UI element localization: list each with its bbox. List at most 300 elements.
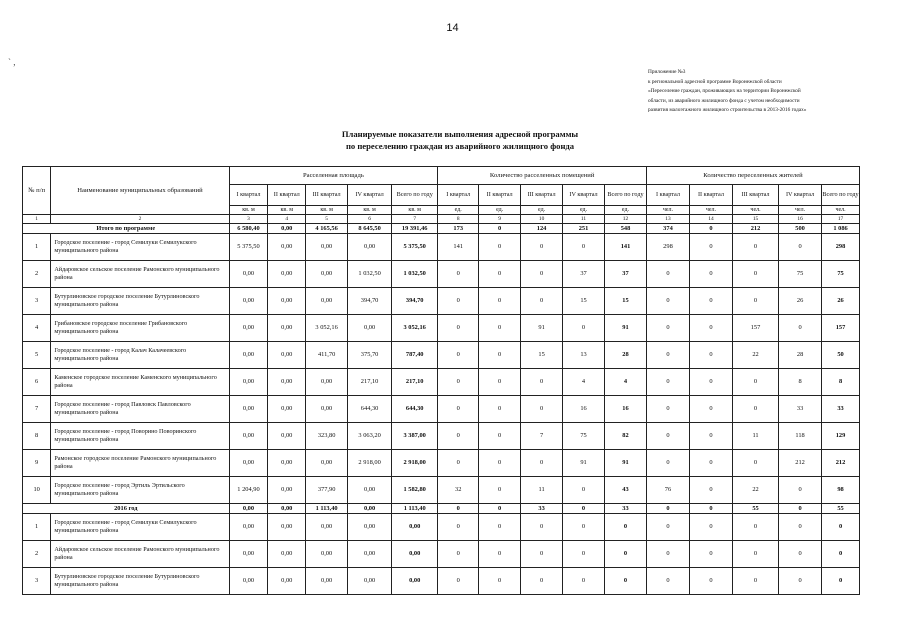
header-rooms-q3: III квартал [521, 185, 563, 206]
row-value: 0 [689, 568, 732, 595]
row-value: 76 [646, 477, 689, 504]
unit-rooms: ед. [604, 206, 646, 215]
unit-rooms: ед. [438, 206, 479, 215]
row-value: 0,00 [348, 477, 392, 504]
header-rooms-q1: I квартал [438, 185, 479, 206]
document-title [200, 128, 720, 152]
row-value: 0 [438, 396, 479, 423]
row-value: 0 [521, 288, 563, 315]
row-value: 0 [438, 541, 479, 568]
row-value: 0 [479, 342, 521, 369]
row-value: 0 [438, 342, 479, 369]
unit-rooms: ед. [563, 206, 605, 215]
row-value: 4 [604, 369, 646, 396]
row-value: 375,70 [348, 342, 392, 369]
header-area-q2: II квартал [268, 185, 306, 206]
column-number: 3 [229, 215, 268, 224]
row-value: 82 [604, 423, 646, 450]
header-group-area: Расселенная площадь [229, 167, 438, 185]
row-number: 1 [23, 234, 51, 261]
appendix-line: «Переселение граждан, проживающих на территории Воронежской [648, 88, 801, 95]
row-value: 0 [689, 224, 732, 234]
municipality-name: Рамонское городское поселение Рамонского муниципального района [51, 450, 229, 477]
row-value: 548 [604, 224, 646, 234]
row-value: 0,00 [306, 396, 348, 423]
row-value: 0 [779, 477, 822, 504]
row-value: 0,00 [268, 288, 306, 315]
column-number: 15 [732, 215, 778, 224]
row-value: 28 [779, 342, 822, 369]
row-value: 0 [689, 234, 732, 261]
row-value: 75 [822, 261, 860, 288]
row-value: 0 [479, 568, 521, 595]
row-value: 0 [604, 568, 646, 595]
header-people-q1: I квартал [646, 185, 689, 206]
row-value: 3 063,20 [348, 423, 392, 450]
row-value: 0,00 [268, 450, 306, 477]
row-value: 0 [732, 514, 778, 541]
row-value: 0 [563, 514, 605, 541]
row-value: 0,00 [268, 514, 306, 541]
row-value: 0,00 [229, 514, 268, 541]
row-value: 0,00 [229, 261, 268, 288]
row-value: 0,00 [229, 504, 268, 514]
row-value: 212 [822, 450, 860, 477]
row-value: 55 [732, 504, 778, 514]
row-value: 0 [438, 504, 479, 514]
row-value: 0 [604, 514, 646, 541]
appendix-line: развития малоэтажного жилищного строительства в 2013-2016 годах» [648, 107, 807, 114]
row-value: 0 [563, 315, 605, 342]
program-indicators-table [22, 166, 860, 595]
municipality-name: Городское поселение - город Семилуки Семилукского муниципального района [51, 514, 229, 541]
row-value: 0 [479, 234, 521, 261]
row-value: 75 [563, 423, 605, 450]
row-value: 0 [646, 504, 689, 514]
row-value: 0 [563, 477, 605, 504]
table-row [23, 568, 860, 595]
row-value: 0 [521, 396, 563, 423]
row-value: 4 [563, 369, 605, 396]
table-row [23, 541, 860, 568]
row-value: 0,00 [268, 541, 306, 568]
row-value: 91 [604, 450, 646, 477]
row-value: 0 [732, 261, 778, 288]
row-value: 0 [563, 568, 605, 595]
row-value: 0 [646, 288, 689, 315]
unit-people: чел. [732, 206, 778, 215]
header-rooms-q2: II квартал [479, 185, 521, 206]
title-line-1: Планируемые показатели выполнения адресной программы [341, 129, 579, 139]
row-value: 0 [438, 450, 479, 477]
row-value: 0 [438, 261, 479, 288]
row-value: 644,30 [392, 396, 438, 423]
row-value: 0 [732, 369, 778, 396]
unit-area: кв. м [268, 206, 306, 215]
row-value: 124 [521, 224, 563, 234]
header-rooms-year: Всего по году [604, 185, 646, 206]
municipality-name: Айдаровское сельское поселение Рамонского муниципального района [51, 261, 229, 288]
row-value: 0,00 [306, 369, 348, 396]
header-rooms-q4: IV квартал [563, 185, 605, 206]
row-value: 0 [438, 315, 479, 342]
row-value: 0 [604, 541, 646, 568]
unit-area: кв. м [348, 206, 392, 215]
municipality-name: Городское поселение - город Эртиль Эртильского муниципального района [51, 477, 229, 504]
row-number: 1 [23, 514, 51, 541]
row-value: 91 [521, 315, 563, 342]
appendix-note [648, 68, 898, 116]
row-value: 0 [479, 541, 521, 568]
row-value: 0 [646, 315, 689, 342]
row-value: 8 [822, 369, 860, 396]
row-value: 0,00 [306, 261, 348, 288]
row-value: 0 [732, 288, 778, 315]
row-value: 0 [479, 369, 521, 396]
row-value: 0 [822, 514, 860, 541]
row-value: 1 032,50 [348, 261, 392, 288]
municipality-name: Городское поселение - город Поворино Поворинского муниципального района [51, 423, 229, 450]
row-value: 644,30 [348, 396, 392, 423]
row-value: 0,00 [348, 234, 392, 261]
row-value: 98 [822, 477, 860, 504]
row-value: 0,00 [306, 450, 348, 477]
row-value: 0 [779, 541, 822, 568]
row-value: 129 [822, 423, 860, 450]
row-value: 75 [779, 261, 822, 288]
row-value: 0 [438, 514, 479, 541]
appendix-line: области, из аварийного жилищного фонда с учетом необходимости [648, 97, 800, 104]
header-group-rooms: Количество расселенных помещений [438, 167, 647, 185]
row-value: 5 375,50 [392, 234, 438, 261]
row-value: 411,70 [306, 342, 348, 369]
row-value: 0 [646, 369, 689, 396]
row-value: 0 [479, 504, 521, 514]
municipality-name: Городское поселение - город Калач Калачеевского муниципального района [51, 342, 229, 369]
row-value: 0,00 [306, 288, 348, 315]
row-value: 0,00 [268, 504, 306, 514]
row-value: 500 [779, 224, 822, 234]
column-number: 8 [438, 215, 479, 224]
table-row [23, 342, 860, 369]
row-value: 0,00 [268, 369, 306, 396]
row-value: 0 [479, 224, 521, 234]
row-value: 217,10 [392, 369, 438, 396]
header-group-people: Количество переселенных жителей [646, 167, 859, 185]
row-value: 4 165,56 [306, 224, 348, 234]
row-value: 32 [438, 477, 479, 504]
row-value: 33 [779, 396, 822, 423]
municipality-name: Городское поселение - город Павловск Павловского муниципального района [51, 396, 229, 423]
row-value: 0,00 [229, 541, 268, 568]
row-value: 0 [438, 423, 479, 450]
row-value: 3 387,00 [392, 423, 438, 450]
row-value: 0,00 [306, 541, 348, 568]
row-value: 0 [732, 568, 778, 595]
row-value: 0 [646, 396, 689, 423]
table-row [23, 477, 860, 504]
column-number: 2 [51, 215, 229, 224]
row-value: 0 [438, 369, 479, 396]
row-value: 0 [521, 450, 563, 477]
row-value: 157 [822, 315, 860, 342]
row-value: 0 [822, 568, 860, 595]
header-num: № п/п [23, 167, 51, 215]
unit-people: чел. [646, 206, 689, 215]
row-value: 2 918,00 [392, 450, 438, 477]
row-number: 3 [23, 568, 51, 595]
row-value: 0 [689, 369, 732, 396]
row-value: 0,00 [268, 261, 306, 288]
row-value: 0 [689, 396, 732, 423]
column-number: 1 [23, 215, 51, 224]
row-value: 0,00 [229, 423, 268, 450]
row-value: 11 [521, 477, 563, 504]
header-name: Наименование муниципальных образований [51, 167, 229, 215]
row-value: 787,40 [392, 342, 438, 369]
column-number: 5 [306, 215, 348, 224]
row-value: 8 [779, 369, 822, 396]
row-value: 0 [779, 514, 822, 541]
row-number: 8 [23, 423, 51, 450]
row-number: 5 [23, 342, 51, 369]
row-value: 0 [521, 261, 563, 288]
column-number: 11 [563, 215, 605, 224]
appendix-line: к региональной адресной программе Воронежской области [648, 78, 782, 85]
row-value: 0 [521, 234, 563, 261]
total-row [23, 224, 860, 234]
row-value: 3 052,16 [306, 315, 348, 342]
row-value: 0,00 [268, 568, 306, 595]
row-label: Итого по программе [23, 224, 230, 234]
row-value: 0,00 [229, 450, 268, 477]
municipality-name: Бутурлиновское городское поселение Бутурлиновского муниципального района [51, 288, 229, 315]
row-value: 0 [479, 396, 521, 423]
page-number: 14 [446, 22, 459, 34]
row-value: 0 [479, 477, 521, 504]
row-value: 13 [563, 342, 605, 369]
unit-people: чел. [779, 206, 822, 215]
row-value: 43 [604, 477, 646, 504]
row-value: 298 [646, 234, 689, 261]
column-number: 12 [604, 215, 646, 224]
row-value: 0 [563, 541, 605, 568]
row-value: 0,00 [348, 504, 392, 514]
row-value: 0,00 [392, 514, 438, 541]
header-area-q3: III квартал [306, 185, 348, 206]
column-number: 17 [822, 215, 860, 224]
row-number: 3 [23, 288, 51, 315]
row-value: 0,00 [268, 477, 306, 504]
row-value: 0 [689, 514, 732, 541]
row-number: 7 [23, 396, 51, 423]
row-value: 11 [732, 423, 778, 450]
row-value: 0 [689, 423, 732, 450]
row-value: 0,00 [268, 342, 306, 369]
row-value: 394,70 [392, 288, 438, 315]
row-value: 0 [689, 504, 732, 514]
row-value: 0,00 [268, 234, 306, 261]
row-value: 0 [479, 261, 521, 288]
row-value: 33 [604, 504, 646, 514]
unit-area: кв. м [392, 206, 438, 215]
row-value: 8 645,50 [348, 224, 392, 234]
row-value: 212 [779, 450, 822, 477]
row-number: 2 [23, 541, 51, 568]
header-people-q4: IV квартал [779, 185, 822, 206]
row-value: 0,00 [306, 514, 348, 541]
row-value: 0,00 [229, 342, 268, 369]
row-value: 0 [689, 477, 732, 504]
table-row [23, 315, 860, 342]
header-people-q3: III квартал [732, 185, 778, 206]
municipality-name: Городское поселение - город Семилуки Семилукского муниципального района [51, 234, 229, 261]
unit-rooms: ед. [479, 206, 521, 215]
table-row [23, 261, 860, 288]
row-value: 37 [563, 261, 605, 288]
row-value: 0 [689, 288, 732, 315]
row-number: 10 [23, 477, 51, 504]
row-value: 0,00 [348, 541, 392, 568]
row-value: 377,90 [306, 477, 348, 504]
row-value: 0,00 [348, 315, 392, 342]
row-value: 91 [563, 450, 605, 477]
row-value: 19 391,46 [392, 224, 438, 234]
table-row [23, 288, 860, 315]
row-value: 0,00 [392, 541, 438, 568]
table-row [23, 369, 860, 396]
row-value: 0,00 [229, 315, 268, 342]
row-value: 0 [646, 541, 689, 568]
header-people-q2: II квартал [689, 185, 732, 206]
row-value: 5 375,50 [229, 234, 268, 261]
header-area-year: Всего по году [392, 185, 438, 206]
row-value: 0 [479, 315, 521, 342]
row-value: 6 580,40 [229, 224, 268, 234]
row-value: 0,00 [229, 369, 268, 396]
row-value: 16 [563, 396, 605, 423]
row-value: 118 [779, 423, 822, 450]
row-value: 1 113,40 [392, 504, 438, 514]
column-number: 7 [392, 215, 438, 224]
row-value: 0 [479, 450, 521, 477]
row-value: 0 [521, 541, 563, 568]
row-value: 0 [689, 541, 732, 568]
row-value: 0 [646, 568, 689, 595]
row-number: 9 [23, 450, 51, 477]
row-value: 298 [822, 234, 860, 261]
row-label: 2016 год [23, 504, 230, 514]
row-value: 1 032,50 [392, 261, 438, 288]
row-value: 173 [438, 224, 479, 234]
row-value: 0,00 [268, 224, 306, 234]
row-value: 0,00 [229, 568, 268, 595]
row-value: 0 [479, 423, 521, 450]
row-value: 0,00 [306, 234, 348, 261]
row-value: 394,70 [348, 288, 392, 315]
year-subtotal-row [23, 504, 860, 514]
row-value: 28 [604, 342, 646, 369]
unit-people: чел. [689, 206, 732, 215]
header-area-q4: IV квартал [348, 185, 392, 206]
row-value: 0 [689, 450, 732, 477]
table-row [23, 423, 860, 450]
row-value: 0 [732, 541, 778, 568]
row-value: 0 [521, 514, 563, 541]
row-value: 50 [822, 342, 860, 369]
row-value: 1 113,40 [306, 504, 348, 514]
row-value: 26 [822, 288, 860, 315]
row-value: 0 [732, 450, 778, 477]
row-value: 0 [779, 504, 822, 514]
unit-people: чел. [822, 206, 860, 215]
column-number: 6 [348, 215, 392, 224]
row-value: 0,00 [229, 396, 268, 423]
row-value: 0,00 [229, 288, 268, 315]
row-value: 22 [732, 477, 778, 504]
row-value: 55 [822, 504, 860, 514]
row-value: 0,00 [392, 568, 438, 595]
row-value: 0 [732, 396, 778, 423]
row-value: 374 [646, 224, 689, 234]
header-area-q1: I квартал [229, 185, 268, 206]
row-value: 0,00 [268, 315, 306, 342]
row-value: 3 052,16 [392, 315, 438, 342]
row-value: 2 918,00 [348, 450, 392, 477]
row-value: 0 [779, 568, 822, 595]
row-value: 15 [604, 288, 646, 315]
column-number: 16 [779, 215, 822, 224]
row-value: 1 582,80 [392, 477, 438, 504]
row-value: 15 [563, 288, 605, 315]
row-value: 0 [779, 234, 822, 261]
row-value: 0,00 [348, 514, 392, 541]
row-value: 33 [521, 504, 563, 514]
row-value: 0,00 [268, 423, 306, 450]
row-value: 0 [438, 288, 479, 315]
row-value: 0 [689, 342, 732, 369]
row-value: 141 [604, 234, 646, 261]
row-value: 33 [822, 396, 860, 423]
row-value: 157 [732, 315, 778, 342]
column-number: 13 [646, 215, 689, 224]
column-number: 14 [689, 215, 732, 224]
column-number: 9 [479, 215, 521, 224]
row-value: 0 [646, 342, 689, 369]
municipality-name: Бутурлиновское городское поселение Бутурлиновского муниципального района [51, 568, 229, 595]
municipality-name: Грибановское городское поселение Грибановского муниципального района [51, 315, 229, 342]
row-number: 6 [23, 369, 51, 396]
table-row [23, 450, 860, 477]
unit-area: кв. м [306, 206, 348, 215]
row-value: 0 [646, 423, 689, 450]
row-value: 0,00 [348, 568, 392, 595]
row-value: 1 086 [822, 224, 860, 234]
row-value: 0 [646, 261, 689, 288]
table-row [23, 396, 860, 423]
row-value: 0 [732, 234, 778, 261]
row-value: 0 [438, 568, 479, 595]
row-value: 323,80 [306, 423, 348, 450]
row-number: 2 [23, 261, 51, 288]
appendix-line: Приложение №3 [648, 69, 686, 75]
row-value: 0 [479, 288, 521, 315]
row-value: 7 [521, 423, 563, 450]
row-value: 0 [689, 261, 732, 288]
row-value: 0 [563, 504, 605, 514]
row-number: 4 [23, 315, 51, 342]
row-value: 141 [438, 234, 479, 261]
